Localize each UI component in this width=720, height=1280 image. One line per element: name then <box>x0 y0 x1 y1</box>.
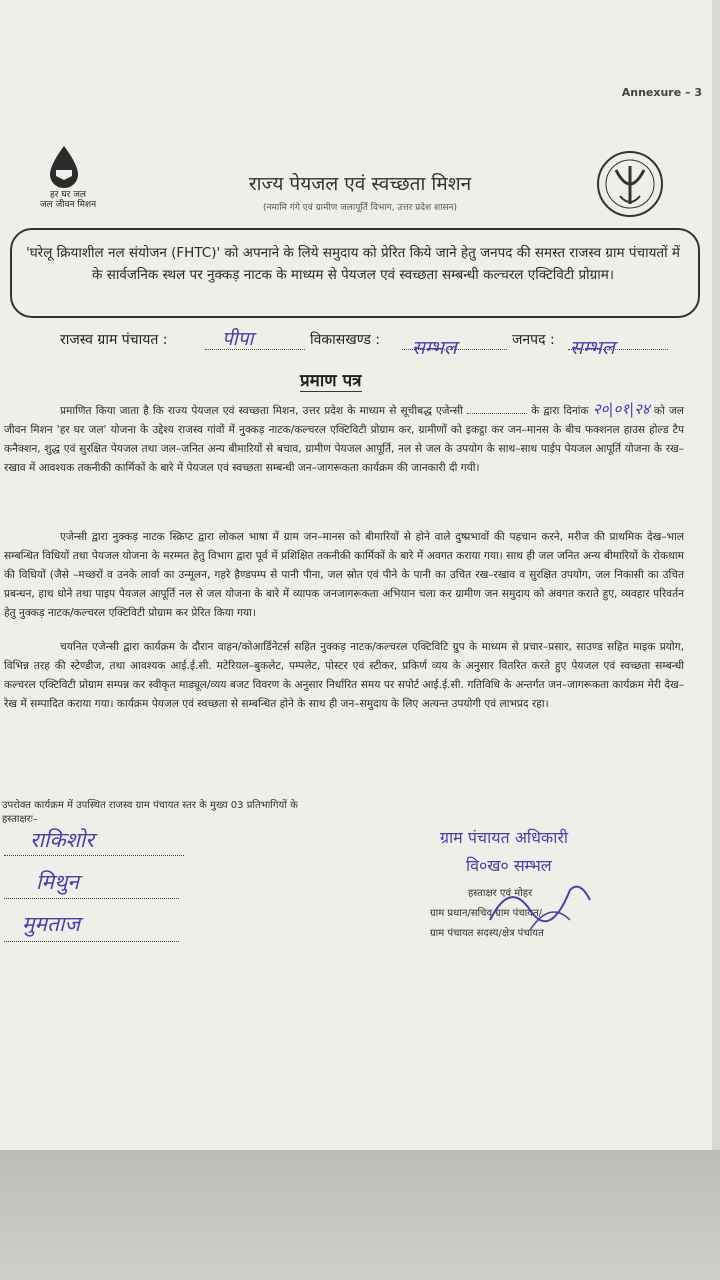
mission-title: राज्य पेयजल एवं स्वच्छता मिशन <box>248 173 472 195</box>
page-curl-shadow <box>0 1150 720 1280</box>
designation-line-1: ग्राम प्रधान/सचिव ग्राम पंचायत/ <box>430 908 543 919</box>
annexure-label: Annexure – 3 <box>621 86 702 99</box>
panchayat-underline <box>205 348 305 350</box>
district-label: जनपद : <box>512 332 555 348</box>
program-banner-text: 'घरेलू क्रियाशील नल संयोजन (FHTC)' को अपनाने के लिये समुदाय को प्रेरित किये जाने हेतु जनपद की समस्त राजस्व ग्राम पंचायतों में के सार्वजनिक स्थल पर नुक्कड़ नाटक के माध्यम से पेयजल एवं स्वच्छता सम्बन्धी कल्चरल एक्टिविटी प्रोग्राम। <box>25 245 680 283</box>
participants-label: उपरोक्त कार्यक्रम में उपस्थित राजस्व ग्राम पंचायत स्तर के मुख्य 03 प्रतिभागियों के <box>2 800 298 811</box>
designation-line-2: ग्राम पंचायत सदस्य/क्षेत्र पंचायत <box>430 928 544 939</box>
block-value: सम्भल <box>412 337 457 359</box>
participant-signature-1: राकिशोर <box>30 828 94 852</box>
district-value: सम्भल <box>570 337 615 359</box>
panchayat-label: राजस्व ग्राम पंचायत : <box>60 332 168 348</box>
signatures-label: हस्ताक्षरः– <box>2 814 38 825</box>
paragraph-3: चयनित एजेन्सी द्वारा कार्यक्रम के दौरान वाहन/कोआर्डिनेटर्स सहित नुक्कड़ नाटक/कल्चरल एक्टिविटि ग्रुप के माध्यम से प्रचार–प्रसार, साउण्ड सहित माइक प्रयोग, विभिन्न तरह की स्टेण्डीज, तथा आवश्यक आई.ई.सी. मटेरियल–बुकलेट, पम्पलेट, पोस्टर एवं स्टीकर, प्रकिर्ण व्यय के अनुसार वितरित करते हुए पेयजल एवं स्वच्छता सम्बन्धी कल्चरल एक्टिविटी प्रोग्राम सम्पन्न कर स्वीकृत माड्यूल/व्यय बजट विवरण के अनुसार निर्धारित समय पर सपोर्ट आई.ई.सी. गतिविधि के अन्तर्गत जन–जागरूकता कार्यक्रम मेरी देख–रेख में सम्पादित कराया गया। कार्यक्रम पेयजल एवं स्वच्छता से सम्बन्धित होने के साथ ही जन–समुदाय के लिए अत्यन्त उपयोगी एवं लाभप्रद रहा। <box>4 641 684 710</box>
block-label: विकासखण्ड : <box>310 332 381 348</box>
participant-signature-2: मिथुन <box>36 870 80 894</box>
participant-signature-3: मुमताज <box>22 912 81 936</box>
signature-line-3 <box>4 940 179 942</box>
sign-and-seal-label: हस्ताक्षर एवं मोहर <box>468 888 533 899</box>
program-date: २०|०१|२४ <box>592 400 650 418</box>
department-subtitle: (नमामि गंगे एवं ग्रामीण जलापूर्ति विभाग, उत्तर प्रदेश शासन) <box>262 203 458 213</box>
signature-line-1 <box>4 854 184 856</box>
official-title: ग्राम पंचायत अधिकारी <box>440 828 569 847</box>
certificate-title: प्रमाण पत्र <box>300 368 362 392</box>
logo-text-har-ghar-jal: हर घर जल <box>50 190 86 200</box>
paragraph-1-intro: प्रमाणित किया जाता है कि राज्य पेयजल एवं स्वच्छता मिशन, उत्तर प्रदेश के माध्यम से सूचीबद्ध एजेन्सी <box>60 405 463 417</box>
paragraph-1-body: को जल जीवन मिशन 'हर घर जल' योजना के उद्देश्य राजस्व गांवों में नुक्कड़ नाटक/कल्चरल एक्टिविटी प्रोग्राम कर, ग्रामीणों को इकट्ठा कर जन–मानस के बीच फक्शनल हाउस होल्ड टैप कनैक्शन, शुद्ध एवं सुरक्षित पेयजल तथा जल–जनित अन्य बीमारियों से बचाव, ग्रामीण पेयजल आपूर्ति, नल से जल के उपयोग के साथ–साथ पाईप पेयजल आपूर्ति योजना के रख–रखाव में आवश्यक तकनीकी कार्मिकों के बारे में पेयजल एवं स्वच्छता सम्बन्धी जन–जागरूकता कार्यक्रम की जानकारी दी गयी। <box>4 405 684 474</box>
official-signature-scribble <box>470 860 610 940</box>
official-place: वि०ख० सम्भल <box>466 856 552 875</box>
paragraph-2: एजेन्सी द्वारा नुक्कड़ नाटक स्क्रिप्ट द्वारा लोकल भाषा में ग्राम जन–मानस को बीमारियों से होने वाले दुष्प्रभावों की पहचान करने, मरीज की प्राथमिक देख–भाल सम्बन्धित विधियों तथा पेयजल योजना के मरम्मत हेतु विभाग द्वारा पूर्व में प्रशिक्षित तकनीकी कार्मिकों के बारे में अवगत कराया गया। साथ ही जल जनित अन्य बीमारियों के रोकथाम की विधियों (जैसे –मच्छरों व उनके लार्वा का उन्मूलन, गहरे हैण्डपम्प से पानी पीना, जल स्रोत एवं पीने के पानी का उचित रख–रखाव व सुरक्षित उपयोग, जल निकासी का उचित प्रबन्धन, हाथ धोने तथा पाइप पेयजल आपूर्ति नल से जल योजना के बारे में व्यापक जनजागरूकता अभियान चला कर ग्रामीण जन समुदाय को अवगत कराते हुए, व्यवहार परिवर्तन हेतु नुक्कड़ नाटक/कल्चरल एक्टिविटी प्रोग्राम कर प्रेरित किया गया। <box>4 531 684 619</box>
signature-line-2 <box>4 897 179 899</box>
logo-text-jal-jeevan-mission: जल जीवन मिशन <box>39 200 97 210</box>
paragraph-1-date-label: के द्वारा दिनांक <box>531 405 589 417</box>
paragraph-1 <box>4 400 684 478</box>
panchayat-value: पीपा <box>222 328 254 350</box>
